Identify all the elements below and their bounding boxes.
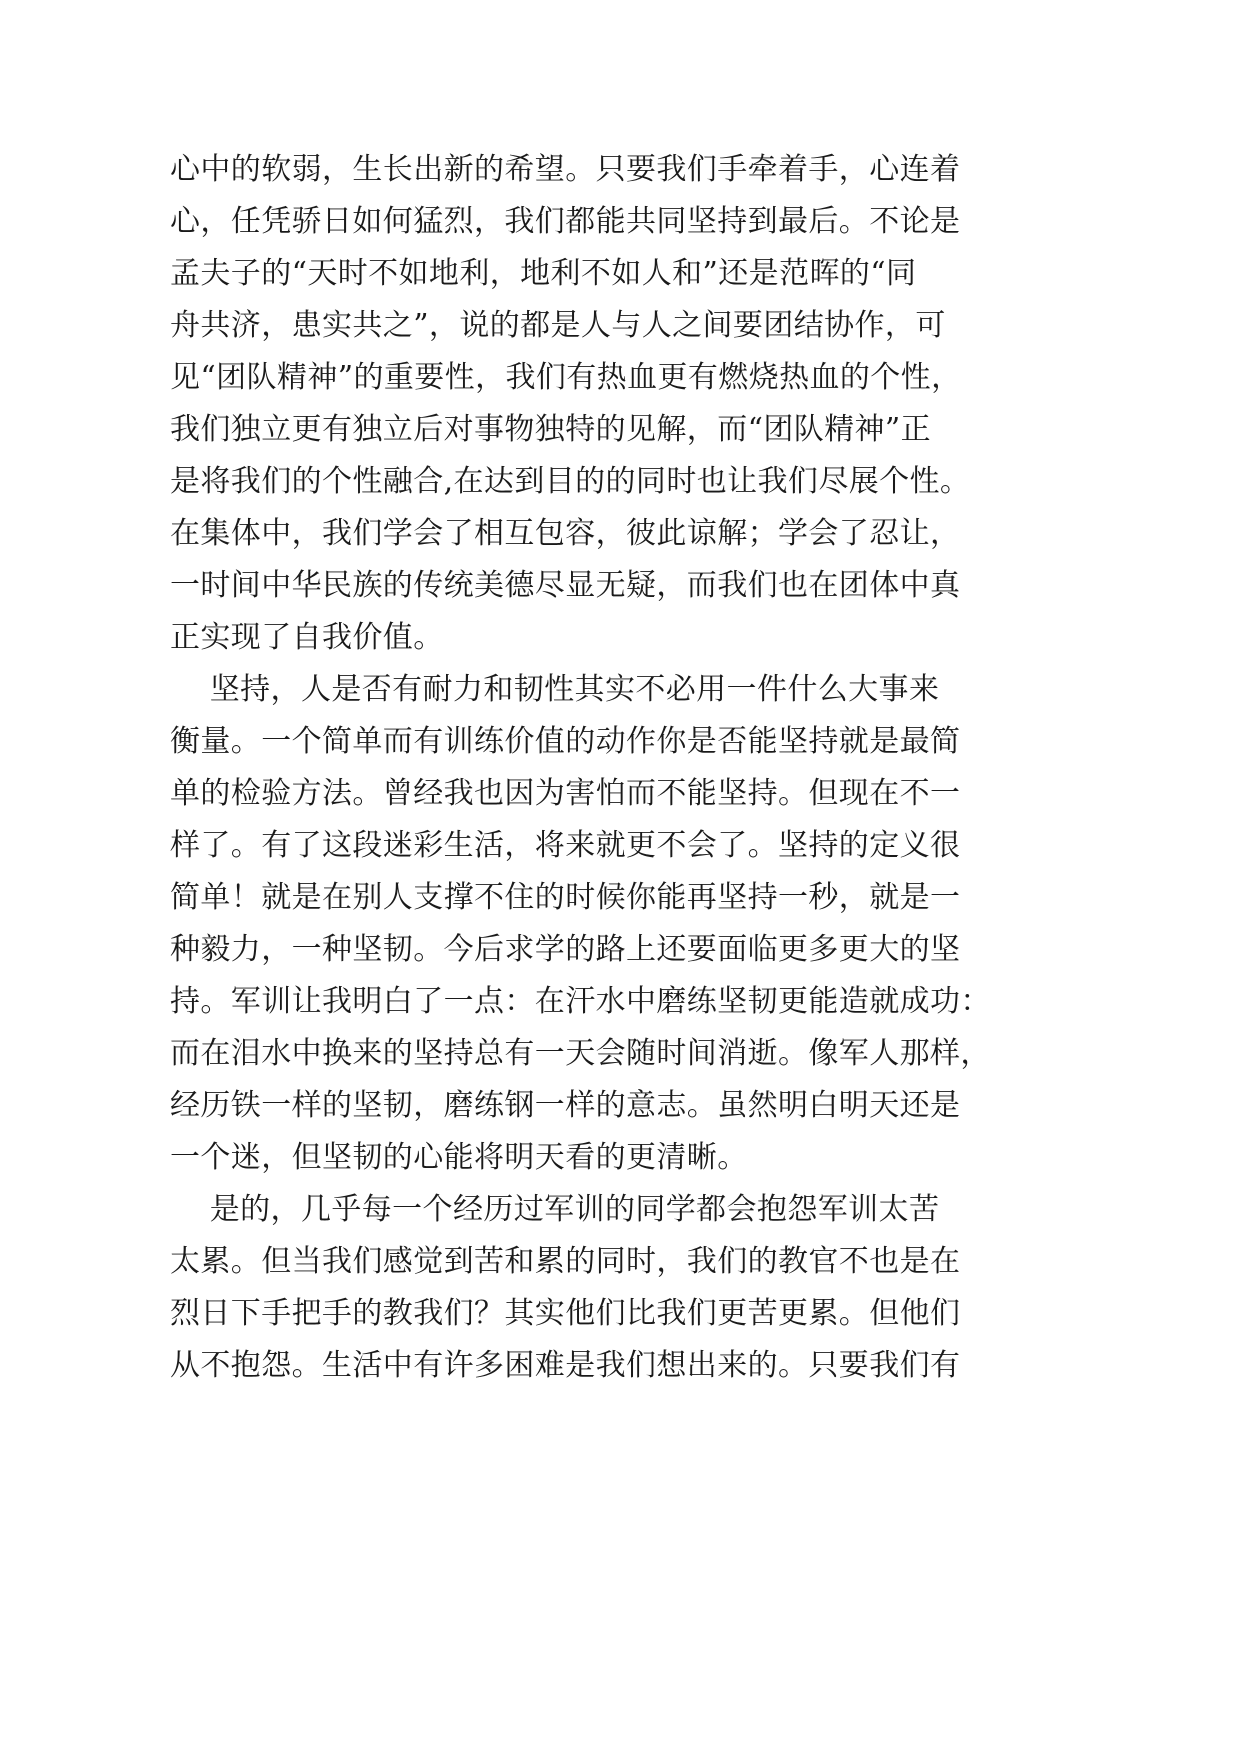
text-line: 烈日下手把手的教我们？其实他们比我们更苦更累。但他们 xyxy=(170,1296,961,1331)
text-line: 一个迷，但坚韧的心能将明天看的更清晰。 xyxy=(170,1140,748,1175)
text-line: 太累。但当我们感觉到苦和累的同时，我们的教官不也是在 xyxy=(170,1244,961,1279)
text-line: 简单！就是在别人支撑不住的时候你能再坚持一秒，就是一 xyxy=(170,880,961,915)
text-line: 单的检验方法。曾经我也因为害怕而不能坚持。但现在不一 xyxy=(170,776,961,811)
text-line: 孟夫子的“天时不如地利，地利不如人和”还是范晖的“同 xyxy=(170,256,917,291)
text-line: 持。军训让我明白了一点：在汗水中磨练坚韧更能造就成功： xyxy=(170,984,991,1019)
text-line: 样了。有了这段迷彩生活，将来就更不会了。坚持的定义很 xyxy=(170,828,961,863)
text-line: 我们独立更有独立后对事物独特的见解，而“团队精神”正 xyxy=(170,412,932,447)
text-line: 衡量。一个简单而有训练价值的动作你是否能坚持就是最简 xyxy=(170,724,961,759)
text-line: 舟共济，患实共之”，说的都是人与人之间要团结协作，可 xyxy=(170,308,946,343)
text-line: 坚持，人是否有耐力和韧性其实不必用一件什么大事来 xyxy=(170,672,940,707)
text-line: 见“团队精神”的重要性，我们有热血更有燃烧热血的个性， xyxy=(170,360,962,395)
text-line: 是将我们的个性融合,在达到目的的同时也让我们尽展个性。 xyxy=(170,464,971,499)
text-line: 经历铁一样的坚韧，磨练钢一样的意志。虽然明白明天还是 xyxy=(170,1088,961,1123)
text-line: 是的，几乎每一个经历过军训的同学都会抱怨军训太苦 xyxy=(170,1192,940,1227)
text-line: 种毅力，一种坚韧。今后求学的路上还要面临更多更大的坚 xyxy=(170,932,961,967)
text-line: 从不抱怨。生活中有许多困难是我们想出来的。只要我们有 xyxy=(170,1348,961,1383)
text-line: 一时间中华民族的传统美德尽显无疑，而我们也在团体中真 xyxy=(170,568,961,603)
text-line: 正实现了自我价值。 xyxy=(170,620,444,655)
text-line: 而在泪水中换来的坚持总有一天会随时间消逝。像军人那样， xyxy=(170,1036,991,1071)
text-line: 在集体中，我们学会了相互包容，彼此谅解；学会了忍让， xyxy=(170,516,961,551)
text-line: 心中的软弱，生长出新的希望。只要我们手牵着手，心连着 xyxy=(170,152,961,187)
text-line: 心，任凭骄日如何猛烈，我们都能共同坚持到最后。不论是 xyxy=(170,204,961,239)
